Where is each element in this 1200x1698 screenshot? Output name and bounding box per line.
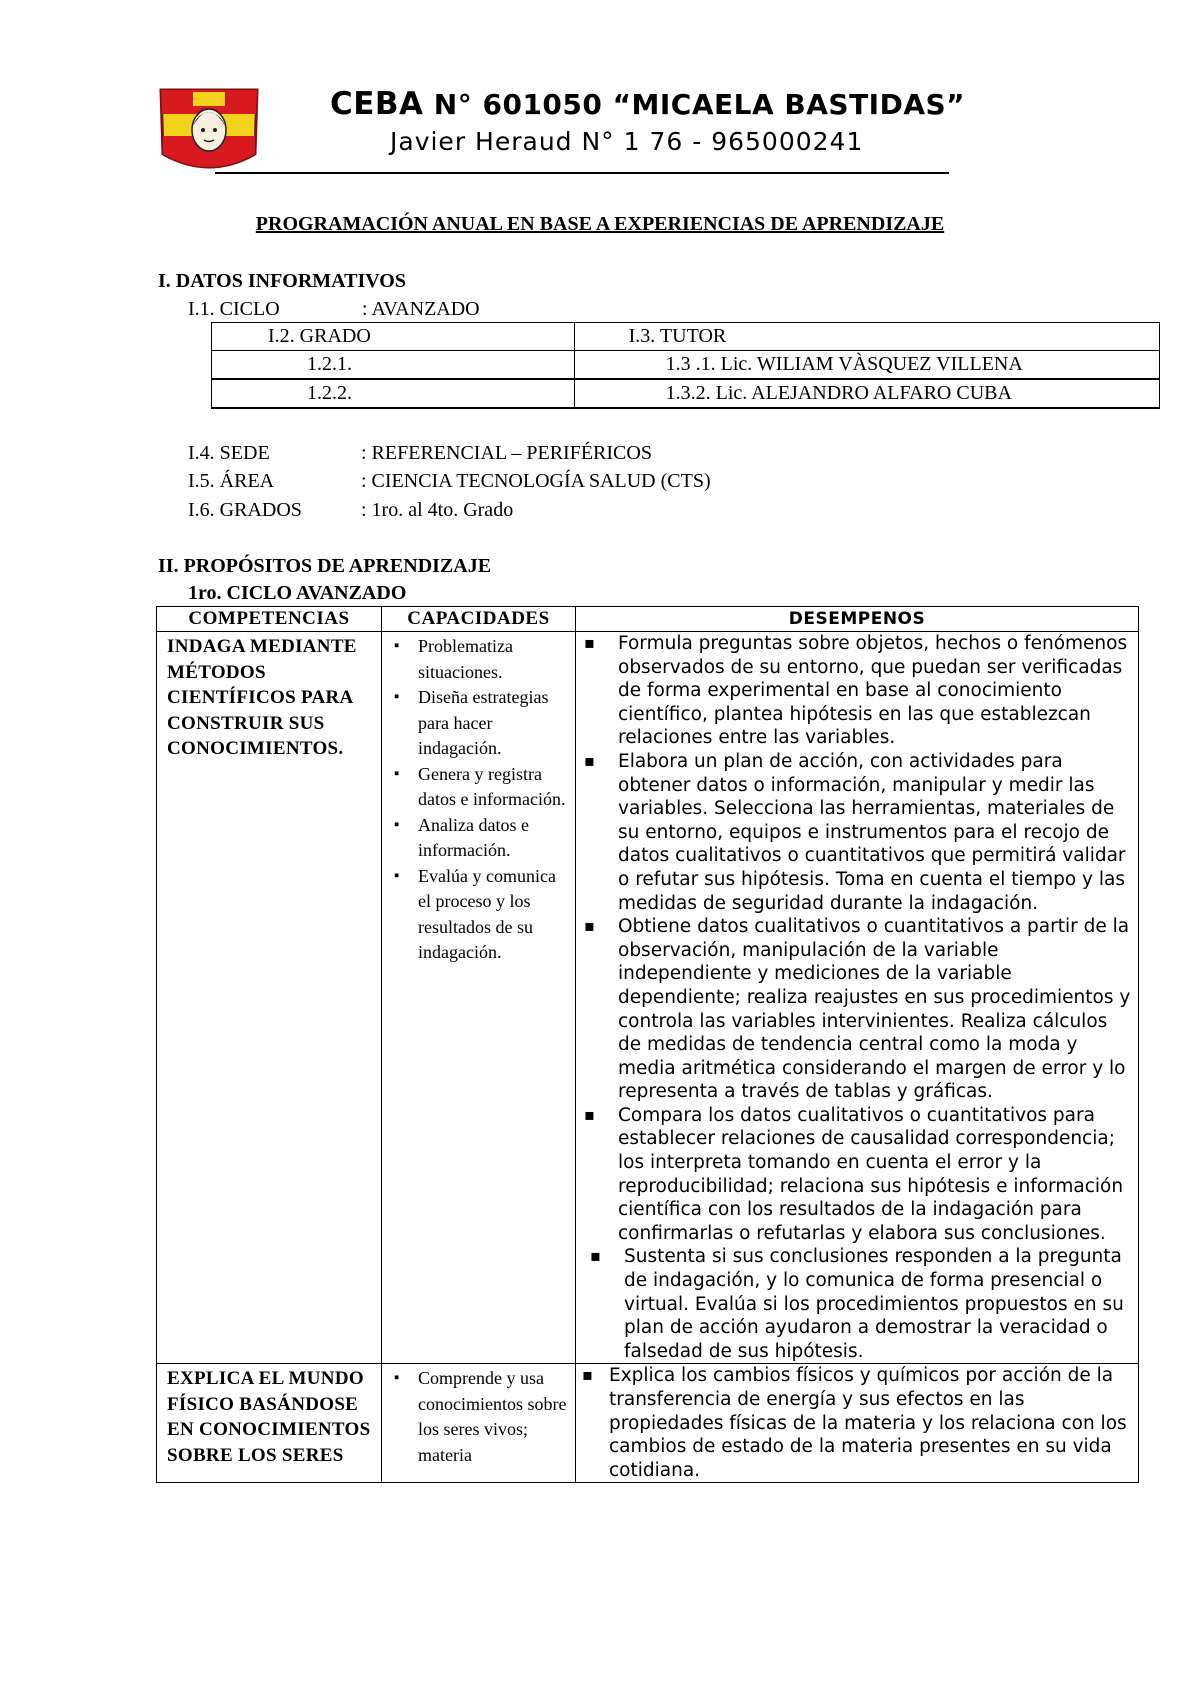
section-1-heading: I. DATOS INFORMATIVOS xyxy=(158,270,406,292)
table-row xyxy=(157,1364,1139,1483)
table-row xyxy=(212,323,1160,351)
sede-value: : REFERENCIAL – PERIFÉRICOS xyxy=(361,442,652,464)
table-row xyxy=(212,379,1160,408)
section-2-heading: II. PROPÓSITOS DE APRENDIZAJE xyxy=(158,555,492,577)
school-crest-logo xyxy=(155,84,263,172)
competencia-cell: INDAGA MEDIANTE MÉTODOS CIENTÍFICOS PARA CONSTRUIR SUS CONOCIMIENTOS. xyxy=(157,632,382,1364)
list-item: ▪ Compara los datos cualitativos o cuantitativos para establecer relaciones de causalidad correspondencia; los interpreta tomando en cuenta el error y la reproducibilidad; relaciona sus hipótesis e información científica con los resultados de la indagación para confirmarlas o refutarlas y elabora sus conclusiones. xyxy=(576,1104,1132,1246)
ciclo-value: : AVANZADO xyxy=(362,298,480,320)
competencia-cell: EXPLICA EL MUNDO FÍSICO BASÁNDOSE EN CONOCIMIENTOS SOBRE LOS SERES xyxy=(157,1364,382,1483)
header-rule xyxy=(215,172,949,174)
list-item: ▪ Comprende y usa conocimientos sobre los seres vivos; materia xyxy=(382,1366,571,1468)
area-value: : CIENCIA TECNOLOGÍA SALUD (CTS) xyxy=(361,470,711,492)
capacidades-cell xyxy=(382,632,576,1364)
table-row xyxy=(212,351,1160,380)
school-name-heading xyxy=(330,86,965,122)
grados-label: I.6. GRADOS xyxy=(188,499,302,521)
area-label: I.5. ÁREA xyxy=(188,470,275,492)
document-title: PROGRAMACIÓN ANUAL EN BASE A EXPERIENCIAS DE APRENDIZAJE xyxy=(255,213,945,235)
list-item: ▪ Problematiza situaciones. xyxy=(382,634,571,685)
cycle-subheading: 1ro. CICLO AVANZADO xyxy=(188,582,407,604)
list-item: ▪ Obtiene datos cualitativos o cuantitativos a partir de la observación, manipulación de la variable independiente y mediciones de la variable dependiente; realiza reajustes en sus procedimientos y controla las variables intervinientes. Realiza cálculos de medidas de tendencia central como la moda y media aritmética considerando el margen de error y lo representa a través de tablas y gráficas. xyxy=(576,915,1132,1104)
table-header-row xyxy=(157,607,1139,632)
tutor-cell: 1.3 .1. Lic. WILIAM VÀSQUEZ VILLENA xyxy=(574,351,1159,380)
column-header-desempenos: DESEMPENOS xyxy=(576,607,1139,632)
learning-purposes-table xyxy=(156,606,1139,1483)
grado-cell: 1.2.1. xyxy=(212,351,575,380)
school-address-phone: Javier Heraud N° 1 76 - 965000241 xyxy=(390,127,864,156)
list-item: ▪ Formula preguntas sobre objetos, hechos o fenómenos observados de su entorno, que puedan ser verificadas de forma experimental en base al conocimiento científico, plantea hipótesis en las que establezcan relaciones entre las variables. xyxy=(576,632,1132,750)
desempenos-cell xyxy=(576,632,1139,1364)
tutor-header: I.3. TUTOR xyxy=(574,323,1159,351)
table-row xyxy=(157,632,1139,1364)
school-number-name: N° 601050 “MICAELA BASTIDAS” xyxy=(423,88,966,121)
column-header-competencias: COMPETENCIAS xyxy=(157,607,382,632)
capacidades-cell xyxy=(382,1364,576,1483)
grados-value: : 1ro. al 4to. Grado xyxy=(361,499,514,521)
column-header-capacidades: CAPACIDADES xyxy=(382,607,576,632)
list-item: ▪ Explica los cambios físicos y químicos por acción de la transferencia de energía y sus efectos en las propiedades físicas de la materia y los relaciona con los cambios de estado de la materia presentes en su vida cotidiana. xyxy=(576,1364,1132,1482)
grade-tutor-table xyxy=(211,322,1160,409)
list-item: ▪ Evalúa y comunica el proceso y los resultados de su indagación. xyxy=(382,864,571,966)
list-item: ▪ Genera y registra datos e información. xyxy=(382,762,571,813)
ceba-label: CEBA xyxy=(330,86,424,122)
desempenos-cell xyxy=(576,1364,1139,1483)
sede-label: I.4. SEDE xyxy=(188,442,270,464)
grado-cell: 1.2.2. xyxy=(212,379,575,408)
list-item: ▪ Analiza datos e información. xyxy=(382,813,571,864)
tutor-cell: 1.3.2. Lic. ALEJANDRO ALFARO CUBA xyxy=(574,379,1159,408)
list-item: ▪ Sustenta si sus conclusiones responden a la pregunta de indagación, y lo comunica de forma presencial o virtual. Evalúa si los procedimientos propuestos en su plan de acción ayudaron a demostrar la veracidad o falsedad de sus hipótesis. xyxy=(576,1245,1132,1363)
list-item: ▪ Elabora un plan de acción, con actividades para obtener datos o información, manipular y medir las variables. Selecciona las herramientas, materiales de su entorno, equipos e instrumentos para el recojo de datos cualitativos o cuantitativos que permitirá validar o refutar sus hipótesis. Toma en cuenta el tiempo y las medidas de seguridad durante la indagación. xyxy=(576,750,1132,915)
list-item: ▪ Diseña estrategias para hacer indagación. xyxy=(382,685,571,762)
grado-header: I.2. GRADO xyxy=(212,323,575,351)
ciclo-label: I.1. CICLO xyxy=(188,298,280,320)
